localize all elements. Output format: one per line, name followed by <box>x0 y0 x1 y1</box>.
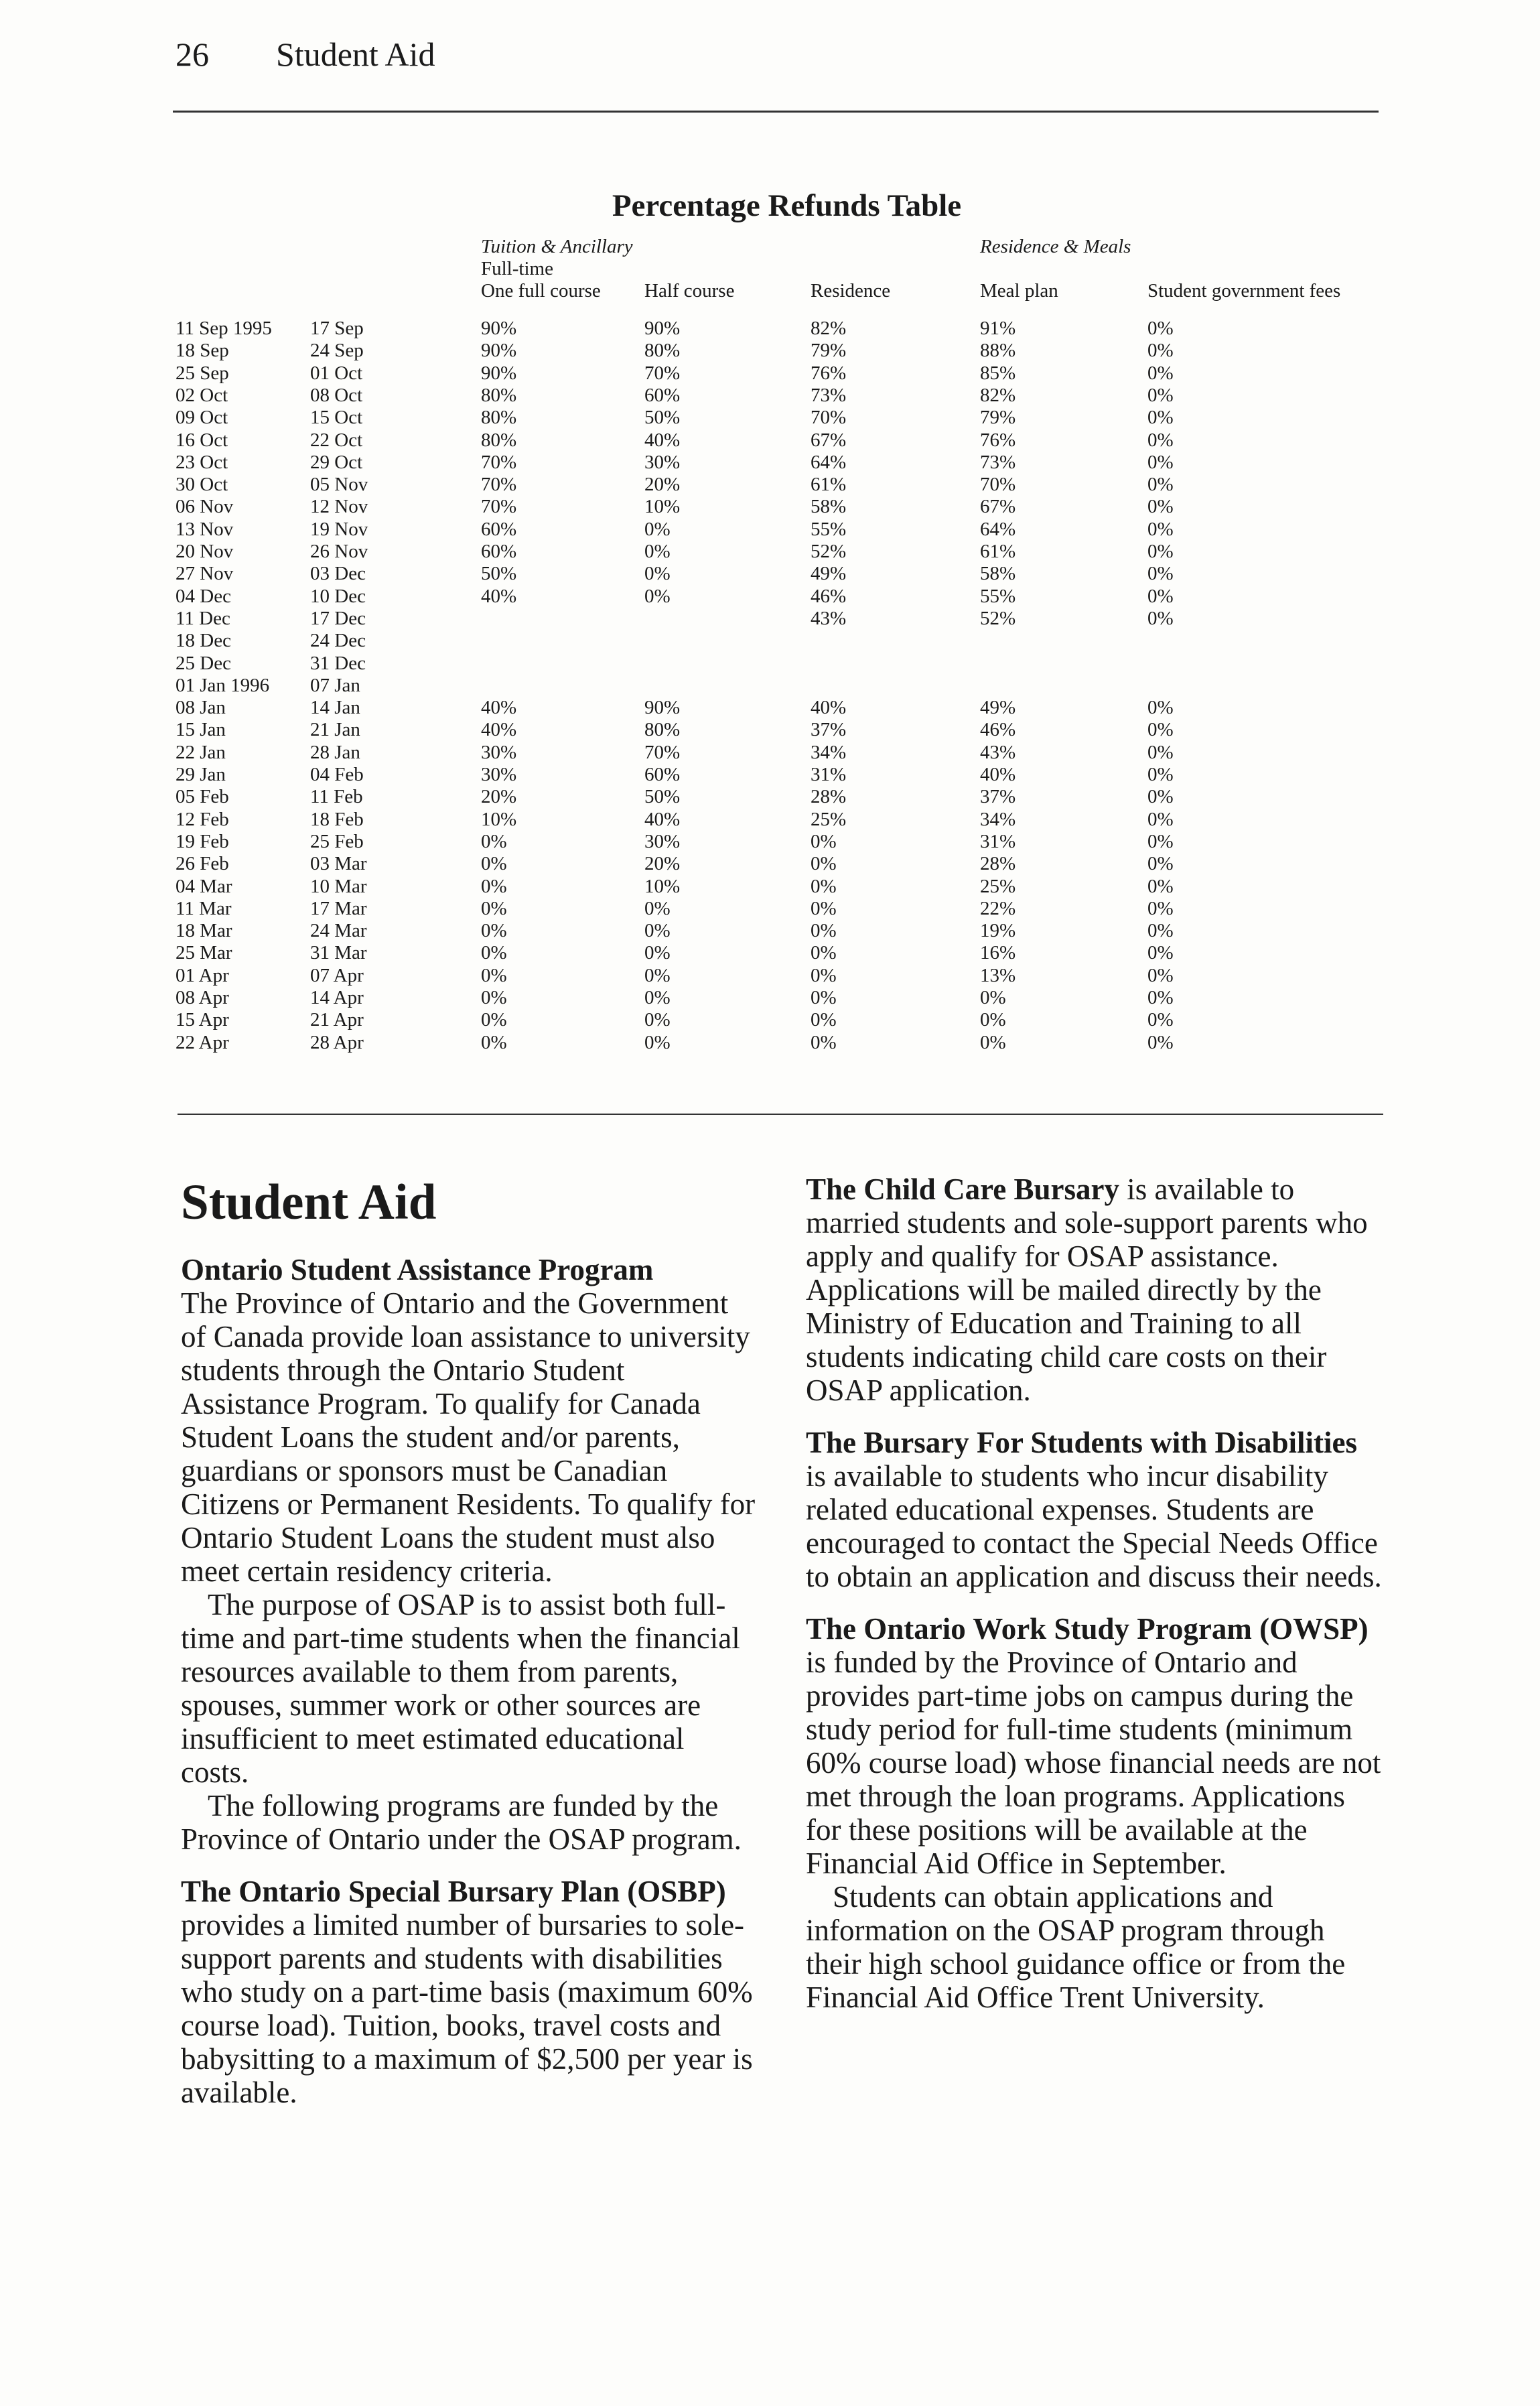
half-course-pct: 40% <box>644 429 681 451</box>
meal-plan-pct: 76% <box>980 429 1016 451</box>
period-start: 25 Mar <box>176 942 232 964</box>
period-end: 10 Dec <box>310 585 366 607</box>
full-course-pct: 50% <box>481 563 517 585</box>
full-course-pct: 70% <box>481 496 517 518</box>
residence-pct: 46% <box>811 585 847 607</box>
full-course-pct: 40% <box>481 585 517 607</box>
full-course-pct: 10% <box>481 808 517 830</box>
period-start: 29 Jan <box>176 764 226 785</box>
period-end: 08 Oct <box>310 384 363 406</box>
half-course-pct: 20% <box>644 853 681 875</box>
period-end: 19 Nov <box>310 518 368 540</box>
period-start: 09 Oct <box>176 407 228 429</box>
meal-plan-pct: 61% <box>980 541 1016 562</box>
residence-pct: 0% <box>811 853 837 875</box>
half-course-pct: 30% <box>644 830 681 852</box>
meal-plan-pct: 25% <box>980 875 1016 897</box>
residence-pct: 0% <box>811 920 837 942</box>
meal-plan-pct: 43% <box>980 741 1016 763</box>
student-gov-fees-pct: 0% <box>1147 340 1174 362</box>
residence-pct: 82% <box>811 318 847 339</box>
half-course-pct: 0% <box>644 518 671 540</box>
meal-plan-pct: 55% <box>980 585 1016 607</box>
period-start: 06 Nov <box>176 496 234 518</box>
group-tuition-ancillary: Tuition & Ancillary <box>481 236 633 257</box>
period-start: 11 Mar <box>176 897 232 919</box>
period-start: 23 Oct <box>176 451 228 473</box>
student-gov-fees-pct: 0% <box>1147 1009 1174 1031</box>
meal-plan-pct: 0% <box>980 1009 1006 1031</box>
period-start: 30 Oct <box>176 474 228 496</box>
meal-plan-pct: 49% <box>980 697 1016 719</box>
student-gov-fees-pct: 0% <box>1147 942 1174 964</box>
residence-pct: 67% <box>811 429 847 451</box>
full-course-pct: 0% <box>481 964 507 986</box>
residence-pct: 43% <box>811 607 847 629</box>
residence-pct: 49% <box>811 563 847 585</box>
residence-pct: 0% <box>811 1031 837 1053</box>
period-end: 15 Oct <box>310 407 363 429</box>
residence-pct: 34% <box>811 741 847 763</box>
period-end: 07 Apr <box>310 964 364 986</box>
full-course-pct: 70% <box>481 451 517 473</box>
period-start: 04 Mar <box>176 875 232 897</box>
full-course-pct: 0% <box>481 875 507 897</box>
full-course-pct: 80% <box>481 407 517 429</box>
osbp-lead: The Ontario Special Bursary Plan (OSBP) <box>181 1875 726 1908</box>
half-course-pct: 0% <box>644 563 671 585</box>
col-header-full-course: One full course <box>481 280 601 302</box>
half-course-pct: 0% <box>644 1031 671 1053</box>
residence-pct: 0% <box>811 1009 837 1031</box>
full-course-pct: 60% <box>481 541 517 562</box>
student-gov-fees-pct: 0% <box>1147 563 1174 585</box>
col-header-residence: Residence <box>811 280 891 302</box>
period-start: 11 Sep 1995 <box>176 318 272 339</box>
student-gov-fees-pct: 0% <box>1147 741 1174 763</box>
period-end: 04 Feb <box>310 764 364 785</box>
meal-plan-pct: 91% <box>980 318 1016 339</box>
student-gov-fees-pct: 0% <box>1147 987 1174 1008</box>
residence-pct: 0% <box>811 875 837 897</box>
half-course-pct: 0% <box>644 1009 671 1031</box>
osap-paragraph-1: The Province of Ontario and the Government of Canada provide loan assistance to university students through the Ontario Student Assistance Program. To qualify for Canada Student Loans the student and/or parents, guardians or sponsors must be Canadian Citizens or Permanent Residents. To qualify for Ontario Student Loans the student must also meet certain residency criteria. <box>181 1286 756 1588</box>
group-residence-meals: Residence & Meals <box>980 236 1131 257</box>
full-course-pct: 0% <box>481 897 507 919</box>
half-course-pct: 80% <box>644 340 681 362</box>
period-start: 27 Nov <box>176 563 234 585</box>
half-course-pct: 10% <box>644 496 681 518</box>
period-end: 21 Jan <box>310 719 360 741</box>
article-left-column <box>181 1173 757 2109</box>
full-course-pct: 0% <box>481 942 507 964</box>
col-header-student-gov-fees: Student government fees <box>1147 280 1341 302</box>
student-gov-fees-pct: 0% <box>1147 964 1174 986</box>
period-end: 31 Mar <box>310 942 367 964</box>
col-header-half-course: Half course <box>644 280 735 302</box>
subgroup-full-time: Full-time <box>481 258 553 279</box>
residence-pct: 52% <box>811 541 847 562</box>
period-end: 10 Mar <box>310 875 367 897</box>
period-start: 02 Oct <box>176 384 228 406</box>
full-course-pct: 0% <box>481 1031 507 1053</box>
student-gov-fees-pct: 0% <box>1147 897 1174 919</box>
residence-pct: 0% <box>811 942 837 964</box>
period-end: 14 Jan <box>310 697 360 719</box>
student-gov-fees-pct: 0% <box>1147 786 1174 808</box>
student-gov-fees-pct: 0% <box>1147 429 1174 451</box>
osbp-text: provides a limited number of bursaries to sole-support parents and students with disabilities who study on a part-time basis (maximum 60% course load). Tuition, books, travel costs and babysitting to a maximum of $2,500 per year is available. <box>181 1908 753 2109</box>
student-gov-fees-pct: 0% <box>1147 764 1174 785</box>
period-start: 13 Nov <box>176 518 234 540</box>
period-end: 31 Dec <box>310 652 366 674</box>
student-gov-fees-pct: 0% <box>1147 585 1174 607</box>
full-course-pct: 20% <box>481 786 517 808</box>
period-start: 16 Oct <box>176 429 228 451</box>
disabilities-paragraph <box>806 1426 1382 1593</box>
full-course-pct: 0% <box>481 920 507 942</box>
student-gov-fees-pct: 0% <box>1147 607 1174 629</box>
meal-plan-pct: 28% <box>980 853 1016 875</box>
header-rule <box>173 111 1379 113</box>
residence-pct: 40% <box>811 697 847 719</box>
full-course-pct: 40% <box>481 697 517 719</box>
period-start: 19 Feb <box>176 830 229 852</box>
osap-paragraph-3: The following programs are funded by the Province of Ontario under the OSAP program. <box>181 1789 742 1856</box>
student-gov-fees-pct: 0% <box>1147 1031 1174 1053</box>
residence-pct: 70% <box>811 407 847 429</box>
period-start: 01 Jan 1996 <box>176 674 270 696</box>
residence-pct: 64% <box>811 451 847 473</box>
period-start: 12 Feb <box>176 808 229 830</box>
residence-pct: 37% <box>811 719 847 741</box>
meal-plan-pct: 64% <box>980 518 1016 540</box>
half-course-pct: 0% <box>644 541 671 562</box>
childcare-text: is available to married students and sole-support parents who apply and qualify for OSAP assistance. Applications will be mailed directly by the Ministry of Education and Training to all students indicating child care costs on their OSAP application. <box>806 1173 1368 1407</box>
half-course-pct: 70% <box>644 362 681 384</box>
period-end: 03 Mar <box>310 853 367 875</box>
half-course-pct: 60% <box>644 764 681 785</box>
meal-plan-pct: 46% <box>980 719 1016 741</box>
period-end: 28 Apr <box>310 1031 364 1053</box>
full-course-pct: 30% <box>481 741 517 763</box>
residence-pct: 0% <box>811 964 837 986</box>
period-start: 20 Nov <box>176 541 234 562</box>
half-course-pct: 90% <box>644 318 681 339</box>
period-end: 22 Oct <box>310 429 363 451</box>
full-course-pct: 0% <box>481 830 507 852</box>
period-end: 14 Apr <box>310 987 364 1008</box>
osbp-paragraph <box>181 1875 757 2109</box>
half-course-pct: 50% <box>644 786 681 808</box>
student-gov-fees-pct: 0% <box>1147 407 1174 429</box>
period-end: 18 Feb <box>310 808 364 830</box>
period-start: 08 Jan <box>176 697 226 719</box>
half-course-pct: 0% <box>644 920 671 942</box>
period-start: 04 Dec <box>176 585 231 607</box>
residence-pct: 79% <box>811 340 847 362</box>
period-start: 11 Dec <box>176 607 230 629</box>
osap-heading: Ontario Student Assistance Program <box>181 1253 654 1286</box>
period-start: 18 Sep <box>176 340 229 362</box>
closing-paragraph: Students can obtain applications and information on the OSAP program through their high school guidance office or from the Financial Aid Office Trent University. <box>806 1880 1346 2014</box>
half-course-pct: 80% <box>644 719 681 741</box>
student-gov-fees-pct: 0% <box>1147 362 1174 384</box>
meal-plan-pct: 16% <box>980 942 1016 964</box>
table-bottom-rule <box>178 1114 1383 1115</box>
full-course-pct: 80% <box>481 384 517 406</box>
residence-pct: 76% <box>811 362 847 384</box>
article-right-column <box>806 1173 1382 2014</box>
meal-plan-pct: 13% <box>980 964 1016 986</box>
half-course-pct: 30% <box>644 451 681 473</box>
meal-plan-pct: 85% <box>980 362 1016 384</box>
meal-plan-pct: 19% <box>980 920 1016 942</box>
disabilities-lead: The Bursary For Students with Disabilities <box>806 1426 1358 1459</box>
period-end: 25 Feb <box>310 830 364 852</box>
half-course-pct: 0% <box>644 987 671 1008</box>
period-end: 07 Jan <box>310 674 360 696</box>
period-end: 12 Nov <box>310 496 368 518</box>
period-end: 28 Jan <box>310 741 360 763</box>
meal-plan-pct: 40% <box>980 764 1016 785</box>
student-gov-fees-pct: 0% <box>1147 474 1174 496</box>
residence-pct: 0% <box>811 987 837 1008</box>
osap-paragraph-2: The purpose of OSAP is to assist both full-time and part-time students when the financial resources available to them from parents, spouses, summer work or other sources are insufficient to meet estimated educational costs. <box>181 1588 740 1789</box>
period-start: 25 Dec <box>176 652 231 674</box>
meal-plan-pct: 31% <box>980 830 1016 852</box>
period-start: 01 Apr <box>176 964 229 986</box>
meal-plan-pct: 0% <box>980 987 1006 1008</box>
period-start: 22 Jan <box>176 741 226 763</box>
article-title: Student Aid <box>181 1175 437 1230</box>
period-end: 24 Mar <box>310 920 367 942</box>
col-header-meal-plan: Meal plan <box>980 280 1058 302</box>
half-course-pct: 0% <box>644 964 671 986</box>
period-end: 11 Feb <box>310 786 363 808</box>
period-start: 26 Feb <box>176 853 229 875</box>
residence-pct: 58% <box>811 496 847 518</box>
residence-pct: 73% <box>811 384 847 406</box>
student-gov-fees-pct: 0% <box>1147 451 1174 473</box>
period-end: 26 Nov <box>310 541 368 562</box>
meal-plan-pct: 82% <box>980 384 1016 406</box>
full-course-pct: 60% <box>481 518 517 540</box>
meal-plan-pct: 70% <box>980 474 1016 496</box>
meal-plan-pct: 22% <box>980 897 1016 919</box>
meal-plan-pct: 58% <box>980 563 1016 585</box>
period-start: 15 Jan <box>176 719 226 741</box>
period-end: 05 Nov <box>310 474 368 496</box>
half-course-pct: 0% <box>644 942 671 964</box>
period-start: 18 Mar <box>176 920 232 942</box>
residence-pct: 28% <box>811 786 847 808</box>
period-start: 18 Dec <box>176 630 231 652</box>
residence-pct: 55% <box>811 518 847 540</box>
student-gov-fees-pct: 0% <box>1147 541 1174 562</box>
residence-pct: 25% <box>811 808 847 830</box>
student-gov-fees-pct: 0% <box>1147 496 1174 518</box>
residence-pct: 0% <box>811 830 837 852</box>
meal-plan-pct: 79% <box>980 407 1016 429</box>
half-course-pct: 50% <box>644 407 681 429</box>
full-course-pct: 0% <box>481 853 507 875</box>
period-end: 21 Apr <box>310 1009 364 1031</box>
student-gov-fees-pct: 0% <box>1147 808 1174 830</box>
disabilities-text: is available to students who incur disability related educational expenses. Students are encouraged to contact the Special Needs Office to obtain an application and discuss their needs. <box>806 1459 1382 1593</box>
half-course-pct: 0% <box>644 585 671 607</box>
table-title: Percentage Refunds Table <box>612 188 962 223</box>
running-title: Student Aid <box>276 36 435 73</box>
full-course-pct: 70% <box>481 474 517 496</box>
period-end: 17 Mar <box>310 897 367 919</box>
full-course-pct: 90% <box>481 318 517 339</box>
period-start: 22 Apr <box>176 1031 229 1053</box>
full-course-pct: 80% <box>481 429 517 451</box>
student-gov-fees-pct: 0% <box>1147 830 1174 852</box>
childcare-paragraph <box>806 1173 1382 1407</box>
student-gov-fees-pct: 0% <box>1147 518 1174 540</box>
half-course-pct: 0% <box>644 897 671 919</box>
meal-plan-pct: 67% <box>980 496 1016 518</box>
childcare-lead: The Child Care Bursary <box>806 1173 1119 1206</box>
period-start: 25 Sep <box>176 362 229 384</box>
half-course-pct: 70% <box>644 741 681 763</box>
owsp-paragraph <box>806 1612 1382 1880</box>
residence-pct: 31% <box>811 764 847 785</box>
student-gov-fees-pct: 0% <box>1147 920 1174 942</box>
period-start: 15 Apr <box>176 1009 229 1031</box>
student-gov-fees-pct: 0% <box>1147 697 1174 719</box>
full-course-pct: 30% <box>481 764 517 785</box>
full-course-pct: 90% <box>481 340 517 362</box>
meal-plan-pct: 88% <box>980 340 1016 362</box>
student-gov-fees-pct: 0% <box>1147 318 1174 339</box>
page-number: 26 <box>176 36 209 73</box>
half-course-pct: 90% <box>644 697 681 719</box>
meal-plan-pct: 34% <box>980 808 1016 830</box>
period-start: 08 Apr <box>176 987 229 1008</box>
residence-pct: 61% <box>811 474 847 496</box>
period-end: 24 Sep <box>310 340 364 362</box>
meal-plan-pct: 37% <box>980 786 1016 808</box>
period-end: 29 Oct <box>310 451 363 473</box>
half-course-pct: 40% <box>644 808 681 830</box>
meal-plan-pct: 73% <box>980 451 1016 473</box>
period-end: 03 Dec <box>310 563 366 585</box>
full-course-pct: 90% <box>481 362 517 384</box>
full-course-pct: 40% <box>481 719 517 741</box>
period-end: 17 Sep <box>310 318 364 339</box>
owsp-lead: The Ontario Work Study Program (OWSP) <box>806 1612 1369 1646</box>
owsp-text: is funded by the Province of Ontario and provides part-time jobs on campus during the study period for full-time students (minimum 60% course load) whose financial needs are not met through the loan programs. Applications for these positions will be available at the Financial Aid Office in September. <box>806 1646 1381 1880</box>
half-course-pct: 20% <box>644 474 681 496</box>
meal-plan-pct: 52% <box>980 607 1016 629</box>
student-gov-fees-pct: 0% <box>1147 875 1174 897</box>
period-end: 01 Oct <box>310 362 363 384</box>
residence-pct: 0% <box>811 897 837 919</box>
student-gov-fees-pct: 0% <box>1147 384 1174 406</box>
page-header <box>176 35 435 74</box>
period-end: 24 Dec <box>310 630 366 652</box>
half-course-pct: 60% <box>644 384 681 406</box>
period-start: 05 Feb <box>176 786 229 808</box>
student-gov-fees-pct: 0% <box>1147 853 1174 875</box>
meal-plan-pct: 0% <box>980 1031 1006 1053</box>
student-gov-fees-pct: 0% <box>1147 719 1174 741</box>
full-course-pct: 0% <box>481 1009 507 1031</box>
full-course-pct: 0% <box>481 987 507 1008</box>
period-end: 17 Dec <box>310 607 366 629</box>
half-course-pct: 10% <box>644 875 681 897</box>
